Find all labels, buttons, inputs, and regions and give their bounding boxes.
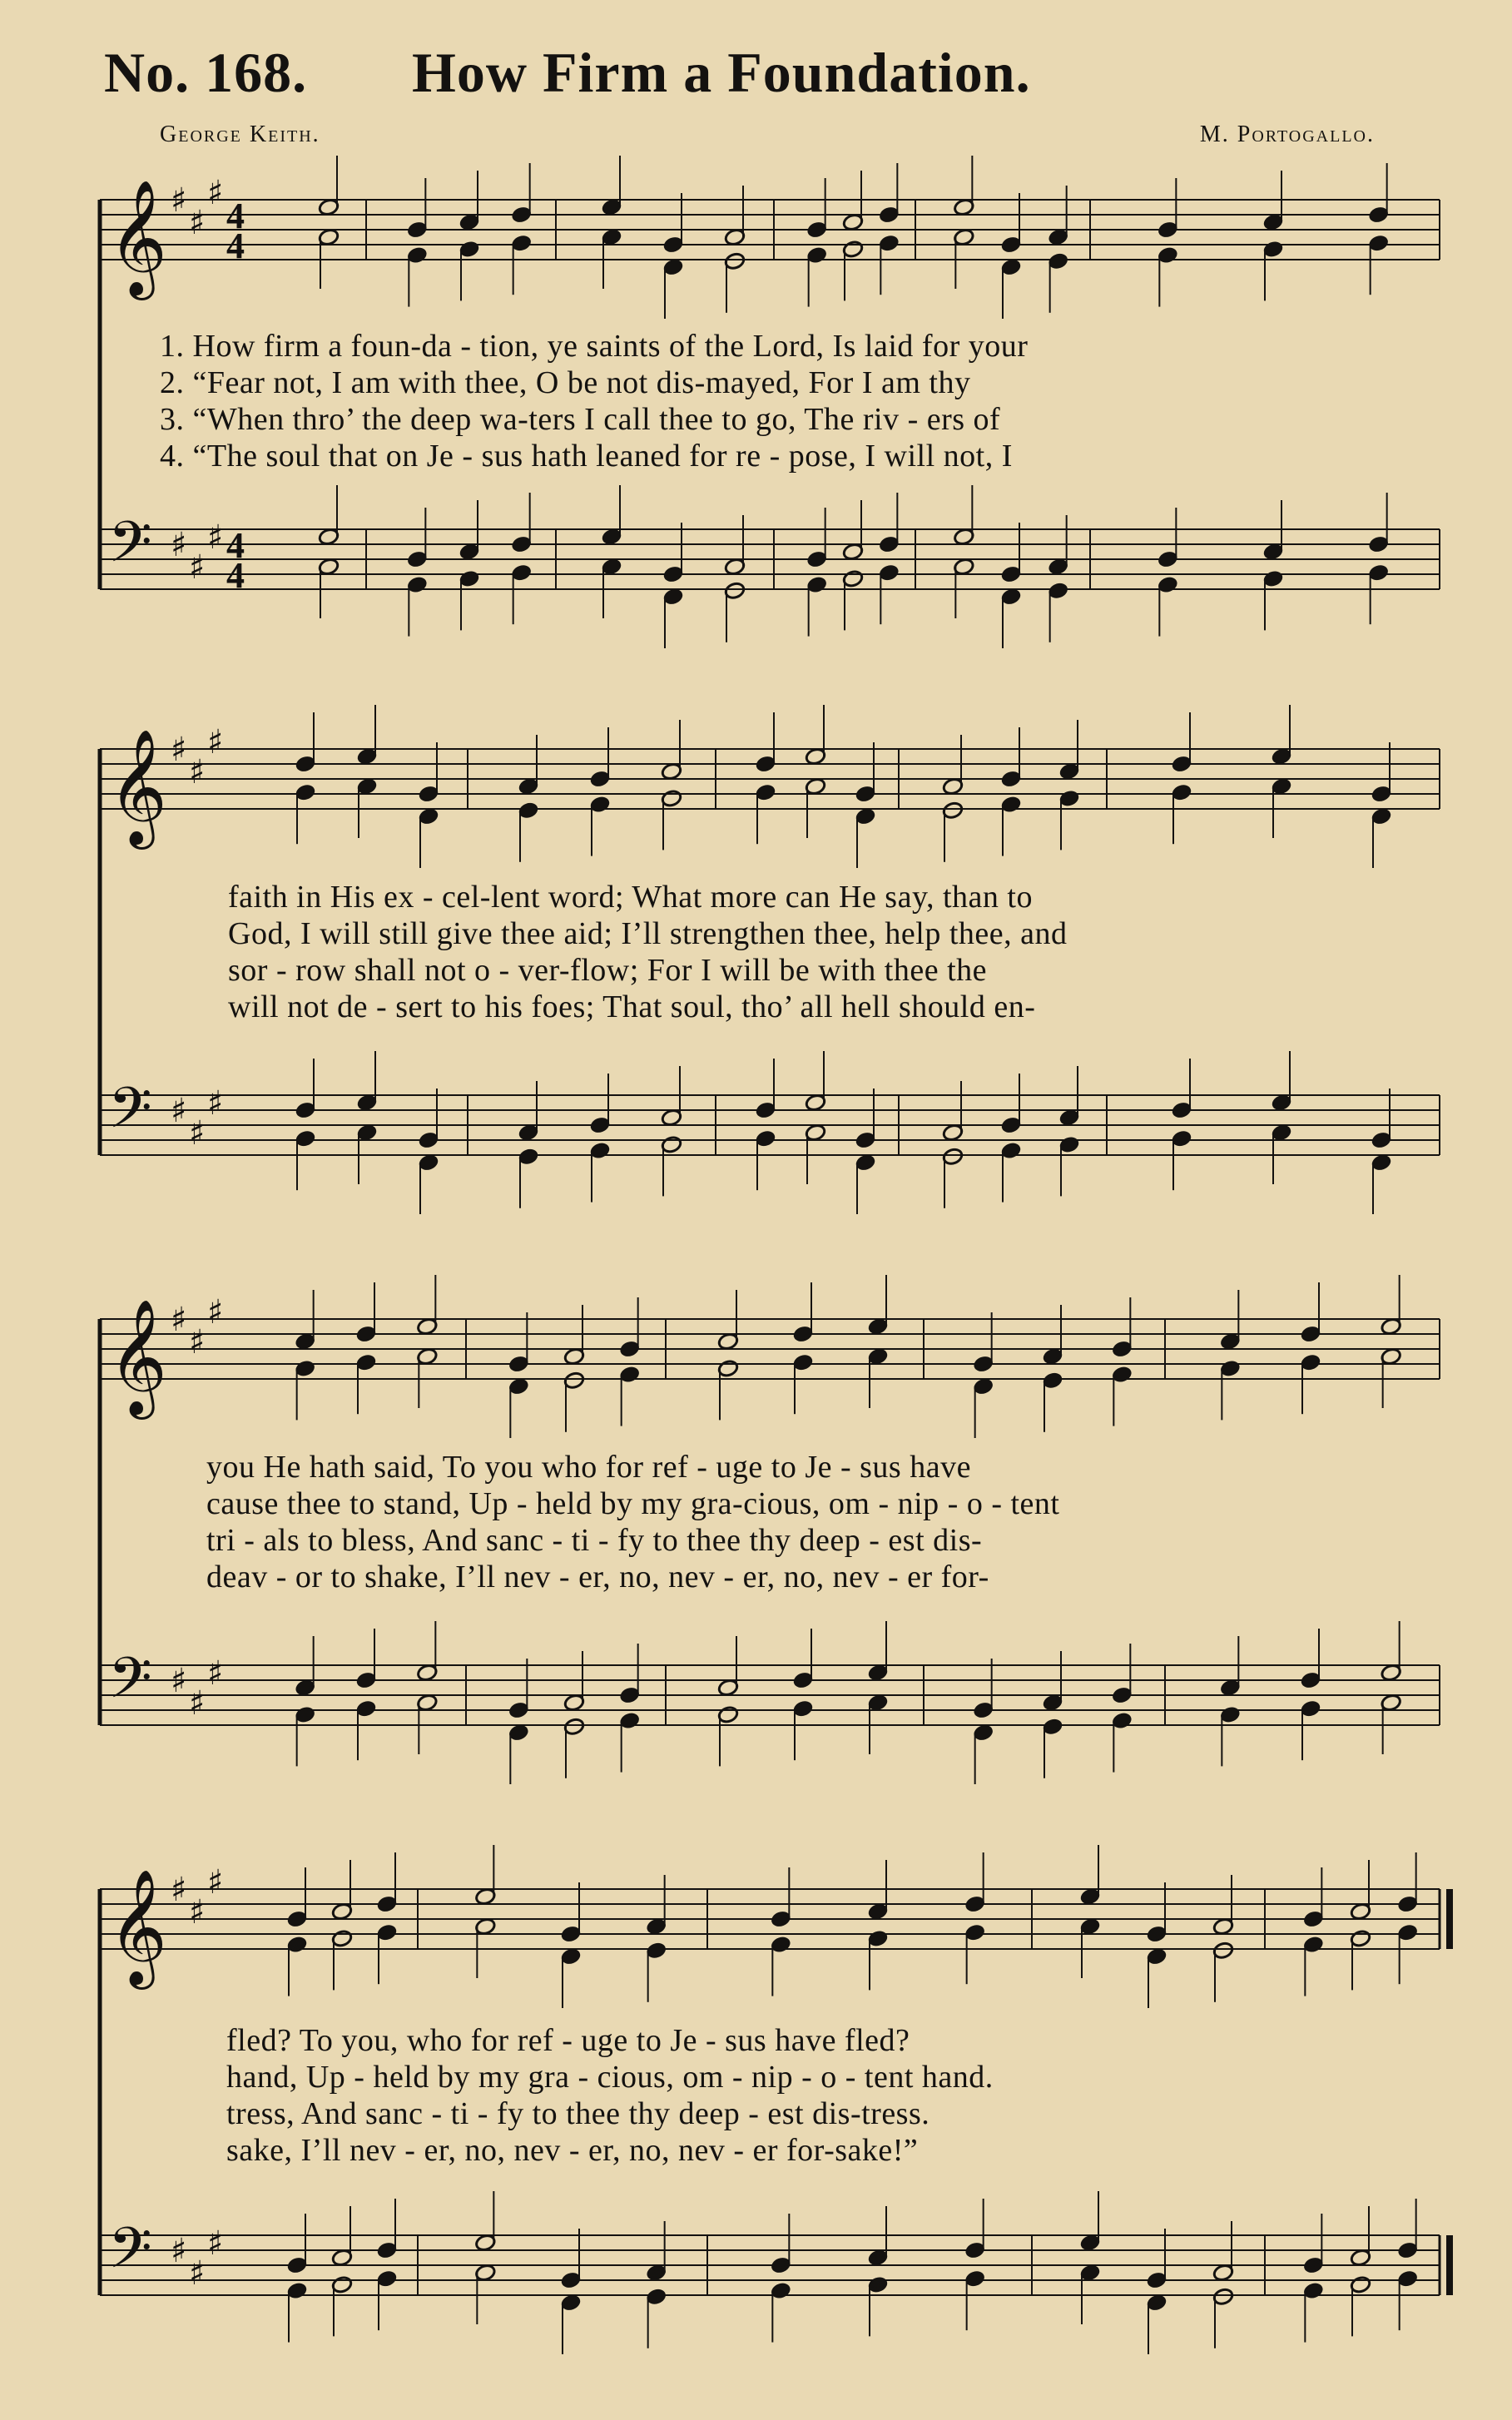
sharp-icon: ♯ [171,1301,187,1339]
lyric-line-verse-1: fled? To you, who for ref - uge to Je - sus have fled? [226,2023,910,2058]
lyricist-credit: George Keith. [160,121,320,147]
music-system-2 [83,724,1440,1190]
treble-clef: 𝄞 [108,180,167,295]
time-signature-top: 4 [226,196,245,236]
hymn-title: How Firm a Foundation. [412,41,1031,104]
sharp-icon: ♯ [171,526,187,564]
sharp-icon: ♯ [207,1293,224,1331]
lyric-line-verse-2: 2. “Fear not, I am with thee, O be not dis-mayed, For I am thy [160,365,971,400]
bass-clef: 𝄢 [108,510,152,589]
lyric-line-verse-1: you He hath said, To you who for ref - uge to Je - sus have [206,1450,971,1485]
bass-clef: 𝄢 [108,1076,152,1155]
lyric-line-verse-3: sor - row shall not o - ver-flow; For I will be with thee the [228,953,987,988]
lyric-line-verse-4: deav - or to shake, I’ll nev - er, no, nev - er, no, nev - er for- [206,1560,989,1594]
sharp-icon: ♯ [207,174,224,212]
sharp-icon: ♯ [189,1114,206,1153]
sharp-icon: ♯ [207,1654,224,1693]
time-signature-bottom: 4 [226,226,245,266]
lyric-line-verse-2: hand, Up - held by my gra - cious, om - nip - o - tent hand. [226,2060,994,2095]
lyric-line-verse-4: will not de - sert to his foes; That soul, tho’ all hell should en- [228,989,1036,1024]
lyric-line-verse-4: sake, I’ll nev - er, no, nev - er, no, nev - er for-sake!” [226,2133,919,2168]
sharp-icon: ♯ [171,1092,187,1130]
sharp-icon: ♯ [189,548,206,587]
lyric-line-verse-3: 3. “When thro’ the deep wa-ters I call thee to go, The riv - ers of [160,402,1001,437]
sharp-icon: ♯ [207,1084,224,1123]
bass-clef: 𝄢 [108,2216,152,2295]
composer-credit: M. Portogallo. [1199,121,1375,147]
music-system-1 [83,174,1440,657]
sharp-icon: ♯ [171,181,187,220]
lyric-line-verse-3: tri - als to bless, And sanc - ti - fy to thee thy deep - est dis- [206,1523,983,1558]
sharp-icon: ♯ [171,1871,187,1909]
time-signature-top: 4 [226,525,245,566]
sharp-icon: ♯ [189,1323,206,1361]
sharp-icon: ♯ [171,1662,187,1700]
lyric-line-verse-1: 1. How firm a foun-da - tion, ye saints of the Lord, Is laid for your [160,329,1029,364]
treble-clef: 𝄞 [108,1869,167,1985]
sharp-icon: ♯ [189,1684,206,1723]
hymn-number: No. 168. [104,41,308,104]
sharp-icon: ♯ [207,2224,224,2263]
lyric-line-verse-2: God, I will still give thee aid; I’ll strengthen thee, help thee, and [228,916,1068,951]
sharp-icon: ♯ [207,518,224,557]
lyric-line-verse-4: 4. “The soul that on Je - sus hath leaned for re - pose, I will not, I [160,439,1013,474]
time-signature-bottom: 4 [226,555,245,596]
sharp-icon: ♯ [189,204,206,242]
lyric-line-verse-3: tress, And sanc - ti - fy to thee thy deep - est dis-tress. [226,2096,930,2131]
treble-clef: 𝄞 [108,1299,167,1415]
sharp-icon: ♯ [171,731,187,769]
sharp-icon: ♯ [171,2232,187,2270]
sharp-icon: ♯ [189,2254,206,2293]
music-system-4 [83,1864,1440,2330]
sharp-icon: ♯ [189,753,206,791]
sharp-icon: ♯ [189,1893,206,1932]
treble-clef: 𝄞 [108,729,167,845]
music-system-3 [83,1294,1440,1760]
lyric-line-verse-1: faith in His ex - cel-lent word; What more can He say, than to [228,880,1033,915]
sharp-icon: ♯ [207,1863,224,1902]
bass-clef: 𝄢 [108,1646,152,1725]
sharp-icon: ♯ [207,723,224,761]
lyric-line-verse-2: cause thee to stand, Up - held by my gra-cious, om - nip - o - tent [206,1486,1060,1521]
